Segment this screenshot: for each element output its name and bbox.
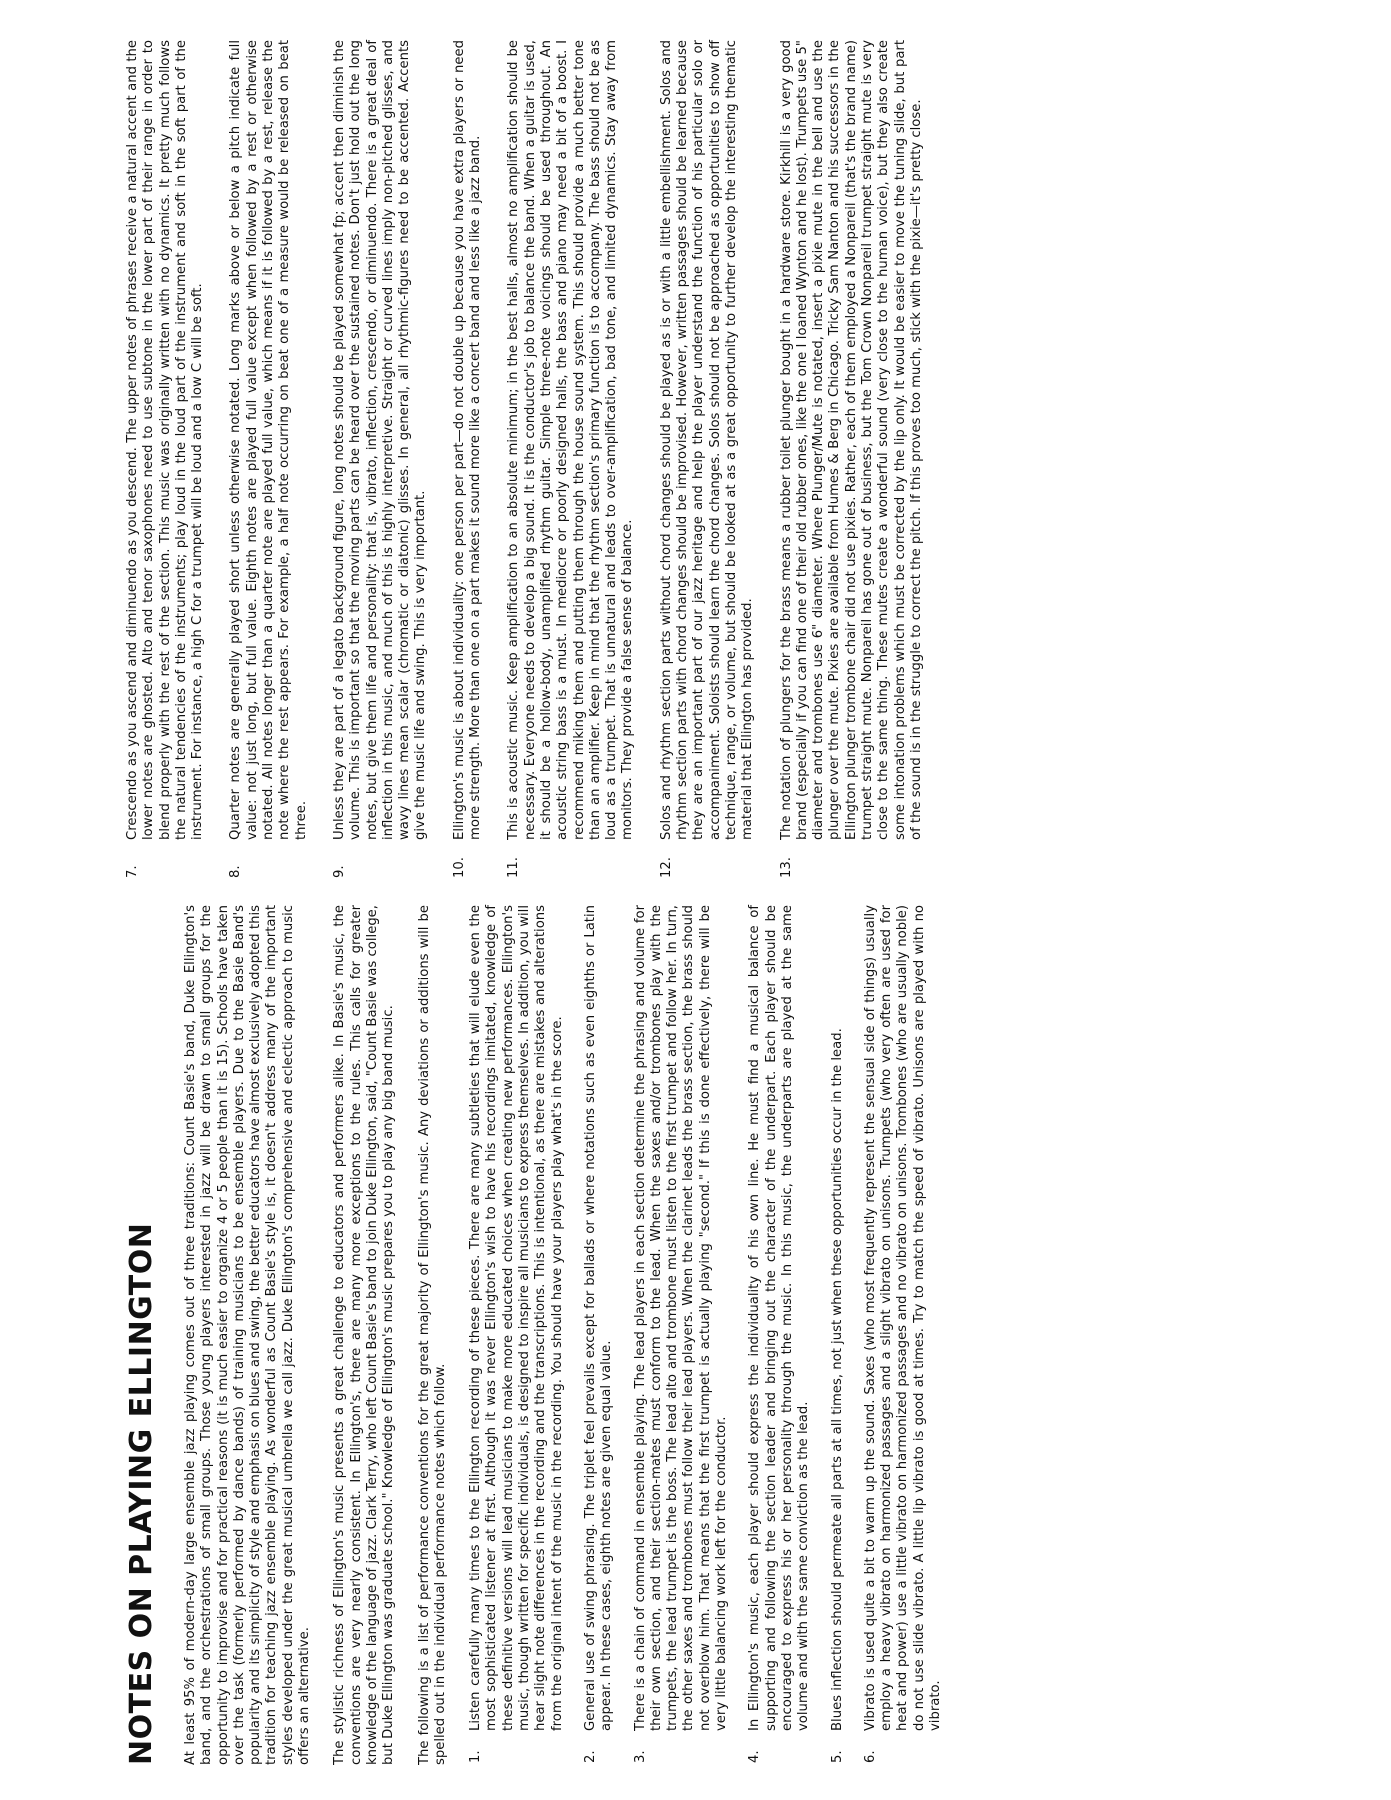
note-text: General use of swing phrasing. The triplet feel prevails except for ballads or where notations such as even eighths or Latin appear. In these cases, eighth notes are given equal value. [582, 905, 615, 1731]
note-number: 1. [468, 1750, 484, 1763]
note-item [659, 40, 757, 880]
note-item [747, 905, 812, 1765]
note-number: 13. [778, 857, 794, 878]
intro-paragraph: At least 95% of modern-day large ensemble jazz playing comes out of three traditions: Count Basie's band, Duke Ellington's band, and the orchestrations of small groups. Those young players interested in jazz will be drawn to small groups for the opportunity to improvise and for practical reasons (it is much easier to organize 4 or 5 people than it is 15). Schools have taken over the task (formerly performed by dance bands) of training musicians to be ensemble players. Due to the Basie Band's popularity and its simplicity of style and emphasis on blues and swing, the better educators have almost exclusively adopted this tradition for teaching jazz ensemble playing. As wonderful as Count Basie's style is, it doesn't address many of the important styles developed under the great musical umbrella we call jazz. Duke Ellington's comprehensive and eclectic approach to music offers an alternative. [183, 905, 313, 1765]
note-number: 8. [228, 865, 244, 878]
note-text: Vibrato is used quite a bit to warm up the sound. Saxes (who most frequently represent the sensual side of things) usually employ a heavy vibrato on harmonized passages and a slight vibrato on unisons. Trumpets (who very often are used for heat and power) use a little vibrato on harmonized passages and no vibrato on unisons. Trombones (who are usually noble) do not use slide vibrato. A little lip vibrato is good at times. Try to match the speed of vibrato. Unisons are played with no vibrato. [862, 905, 943, 1731]
note-item [468, 905, 566, 1765]
note-item [228, 40, 309, 880]
note-text: Unless they are part of a legato background figure, long notes should be played somewhat fp; accent then diminish the volume. This is important so that the moving parts can be heard over the sustained notes. Don't just hold out the long notes, but give them life and personality: that is, vibrato, inflection, crescendo, or diminuendo. There is a great deal of inflection in this music, and much of this is highly interpretive. Straight or curved lines imply non-pitched glisses, and wavy lines mean scalar (chromatic or diatonic) glisses. In general, all rhythmic-figures need to be accented. Accents give the music life and swing. This is very important. [331, 40, 429, 840]
notes-list-right [125, 40, 925, 880]
notes-list-left [468, 905, 944, 1765]
note-item [452, 40, 485, 880]
note-text: Listen carefully many times to the Ellington recording of these pieces. There are many subtleties that will elude even the most sophisticated listener at first. Although it was never Ellington's wish to have his recordings imitated, knowledge of these definitive versions will lead musicians to make more educated choices when creating new performances. Ellington's music, though written for specific individuals, is designed to inspire all musicians to express themselves. In addition, you will hear slight note differences in the recording and the transcriptions. This is intentional, as there are mistakes and alterations from the original intent of the music in the recording. You should have your players play what's in the score. [468, 905, 565, 1731]
note-text: In Ellington's music, each player should express the individuality of his own line. He must find a musical balance of supporting and following the section leader and bringing out the character of the underpart. Each player should be encouraged to express his or her personality through the music. In this music, the underparts are played at the same volume and with the same conviction as the lead. [747, 905, 812, 1731]
note-text: Ellington's music is about individuality: one person per part—do not double up because you have extra players or need more strength. More than one on a part makes it sound more like a concert band and less like a jazz band. [451, 40, 484, 840]
note-number: 3. [632, 1750, 648, 1763]
left-column [125, 905, 961, 1765]
note-item [633, 905, 731, 1765]
rotated-document-page [125, 35, 1125, 1765]
note-item [830, 905, 846, 1765]
note-number: 4. [747, 1750, 763, 1763]
note-item [125, 40, 206, 880]
note-number: 5. [829, 1750, 845, 1763]
note-text: Quarter notes are generally played short unless otherwise notated. Long marks above or below a pitch indicate full value: not just long, but full value. Eighth notes are played full value except when followed by a rest or otherwise notated. All notes longer than a quarter note are played full value, which means if it is followed by a rest, release the note where the rest appears. For example, a half note occurring on beat one of a measure would be released on beat three. [228, 40, 309, 840]
note-item [779, 40, 926, 880]
note-item [332, 40, 430, 880]
note-number: 9. [331, 865, 347, 878]
note-text: Crescendo as you ascend and diminuendo as you descend. The upper notes of phrases receive a natural accent and the lower notes are ghosted. Alto and tenor saxophones need to use subtone in the lower part of their range in order to blend properly with the rest of the section. This music was originally written with no dynamics. It pretty much follows the natural tendencies of the instruments; play loud in the loud part of the instrument and soft in the soft part of the instrument. For instance, a high C for a trumpet will be loud and a low C will be soft. [125, 40, 206, 840]
note-text: Solos and rhythm section parts without chord changes should be played as is or with a little embellishment. Solos and rhythm section parts with chord changes should be improvised. However, written passages should be learned because they are an important part of our jazz heritage and help the player understand the function of his particular solo or accompaniment. Soloists should learn the chord changes. Solos should not be approached as opportunities to show off technique, range, or volume, but should be looked at as a great opportunity to further develop the interesting thematic material that Ellington has provided. [658, 40, 756, 840]
note-item [506, 40, 636, 880]
note-number: 11. [506, 857, 522, 878]
right-column [125, 40, 947, 880]
note-item [583, 905, 616, 1765]
note-text: The notation of plungers for the brass means a rubber toilet plunger bought in a hardware store. Kirkhill is a very good brand (especially if you can find one of their old rubber ones, like the one I loaned Wynton and he lost). Trumpets use 5" diameter and trombones use 6" diameter. Where Plunger/Mute is notated, insert a pixie mute in the bell and use the plunger over the mute. Pixies are available from Humes & Berg in Chicago. Tricky Sam Nanton and his successors in the Ellington plunger trombone chair did not use pixies. Rather, each of them employed a Nonpareil (that's the brand name) trumpet straight mute. Nonpareil has gone out of business, but the Tom Crown Nonpareil trumpet straight mute is very close to the same thing. These mutes create a wonderful sound (very close to the human voice), but they also create some intonation problems which must be corrected by the lip only. It would be easier to move the tuning slide, but part of the sound is in the struggle to correct the pitch. If this proves too much, stick with the pixie—it's pretty close. [778, 40, 924, 840]
note-text: There is a chain of command in ensemble playing. The lead players in each section determine the phrasing and volume for their own section, and their section-mates must conform to the lead. When the saxes and/or trombones play with the trumpets, the lead trumpet is the boss. The lead alto and trombone must listen to the first trumpet and follow her. In turn, the other saxes and trombones must follow their lead players. When the clarinet leads the brass section, the brass should not overblow him. That means that the first trumpet is actually playing "second." If this is done effectively, there will be very little balancing work left for the conductor. [632, 905, 730, 1731]
note-item [863, 905, 944, 1765]
note-number: 12. [658, 857, 674, 878]
note-text: This is acoustic music. Keep amplification to an absolute minimum; in the best halls, almost no amplification should be necessary. Everyone needs to develop a big sound. It is the conductor's job to balance the band. When a guitar is used, it should be a hollow-body, unamplified rhythm guitar. Simple three-note voicings should be used throughout. An acoustic string bass is a must. In mediocre or poorly designed halls, the bass and piano may need a bit of a boost. I recommend miking them and putting them through the house sound system. This should provide a much better tone than an amplifier. Keep in mind that the rhythm section's primary function is to accompany. The bass should not be as loud as a trumpet. That is unnatural and leads to over-amplification, bad tone, and limited dynamics. Stay away from monitors. They provide a false sense of balance. [506, 40, 636, 840]
note-number: 2. [582, 1750, 598, 1763]
intro-paragraph: The stylistic richness of Ellington's music presents a great challenge to educators and performers alike. In Basie's music, the conventions are very nearly consistent. In Ellington's, there are many more exceptions to the rules. This calls for greater knowledge of the language of jazz. Clark Terry, who left Count Basie's band to join Duke Ellington, said, "Count Basie was college, but Duke Ellington was graduate school." Knowledge of Ellington's music prepares you to play any big band music. [332, 905, 397, 1765]
note-number: 7. [125, 865, 140, 878]
intro-paragraph: The following is a list of performance conventions for the great majority of Ellington's music. Any deviations or additions will be spelled out in the individual performance notes which follow. [416, 905, 448, 1765]
note-number: 6. [862, 1750, 878, 1763]
page-title: NOTES ON PLAYING ELLINGTON [124, 1222, 159, 1765]
note-number: 10. [451, 857, 467, 878]
note-text: Blues inflection should permeate all parts at all times, not just when these opportunities occur in the lead. [829, 1028, 845, 1731]
